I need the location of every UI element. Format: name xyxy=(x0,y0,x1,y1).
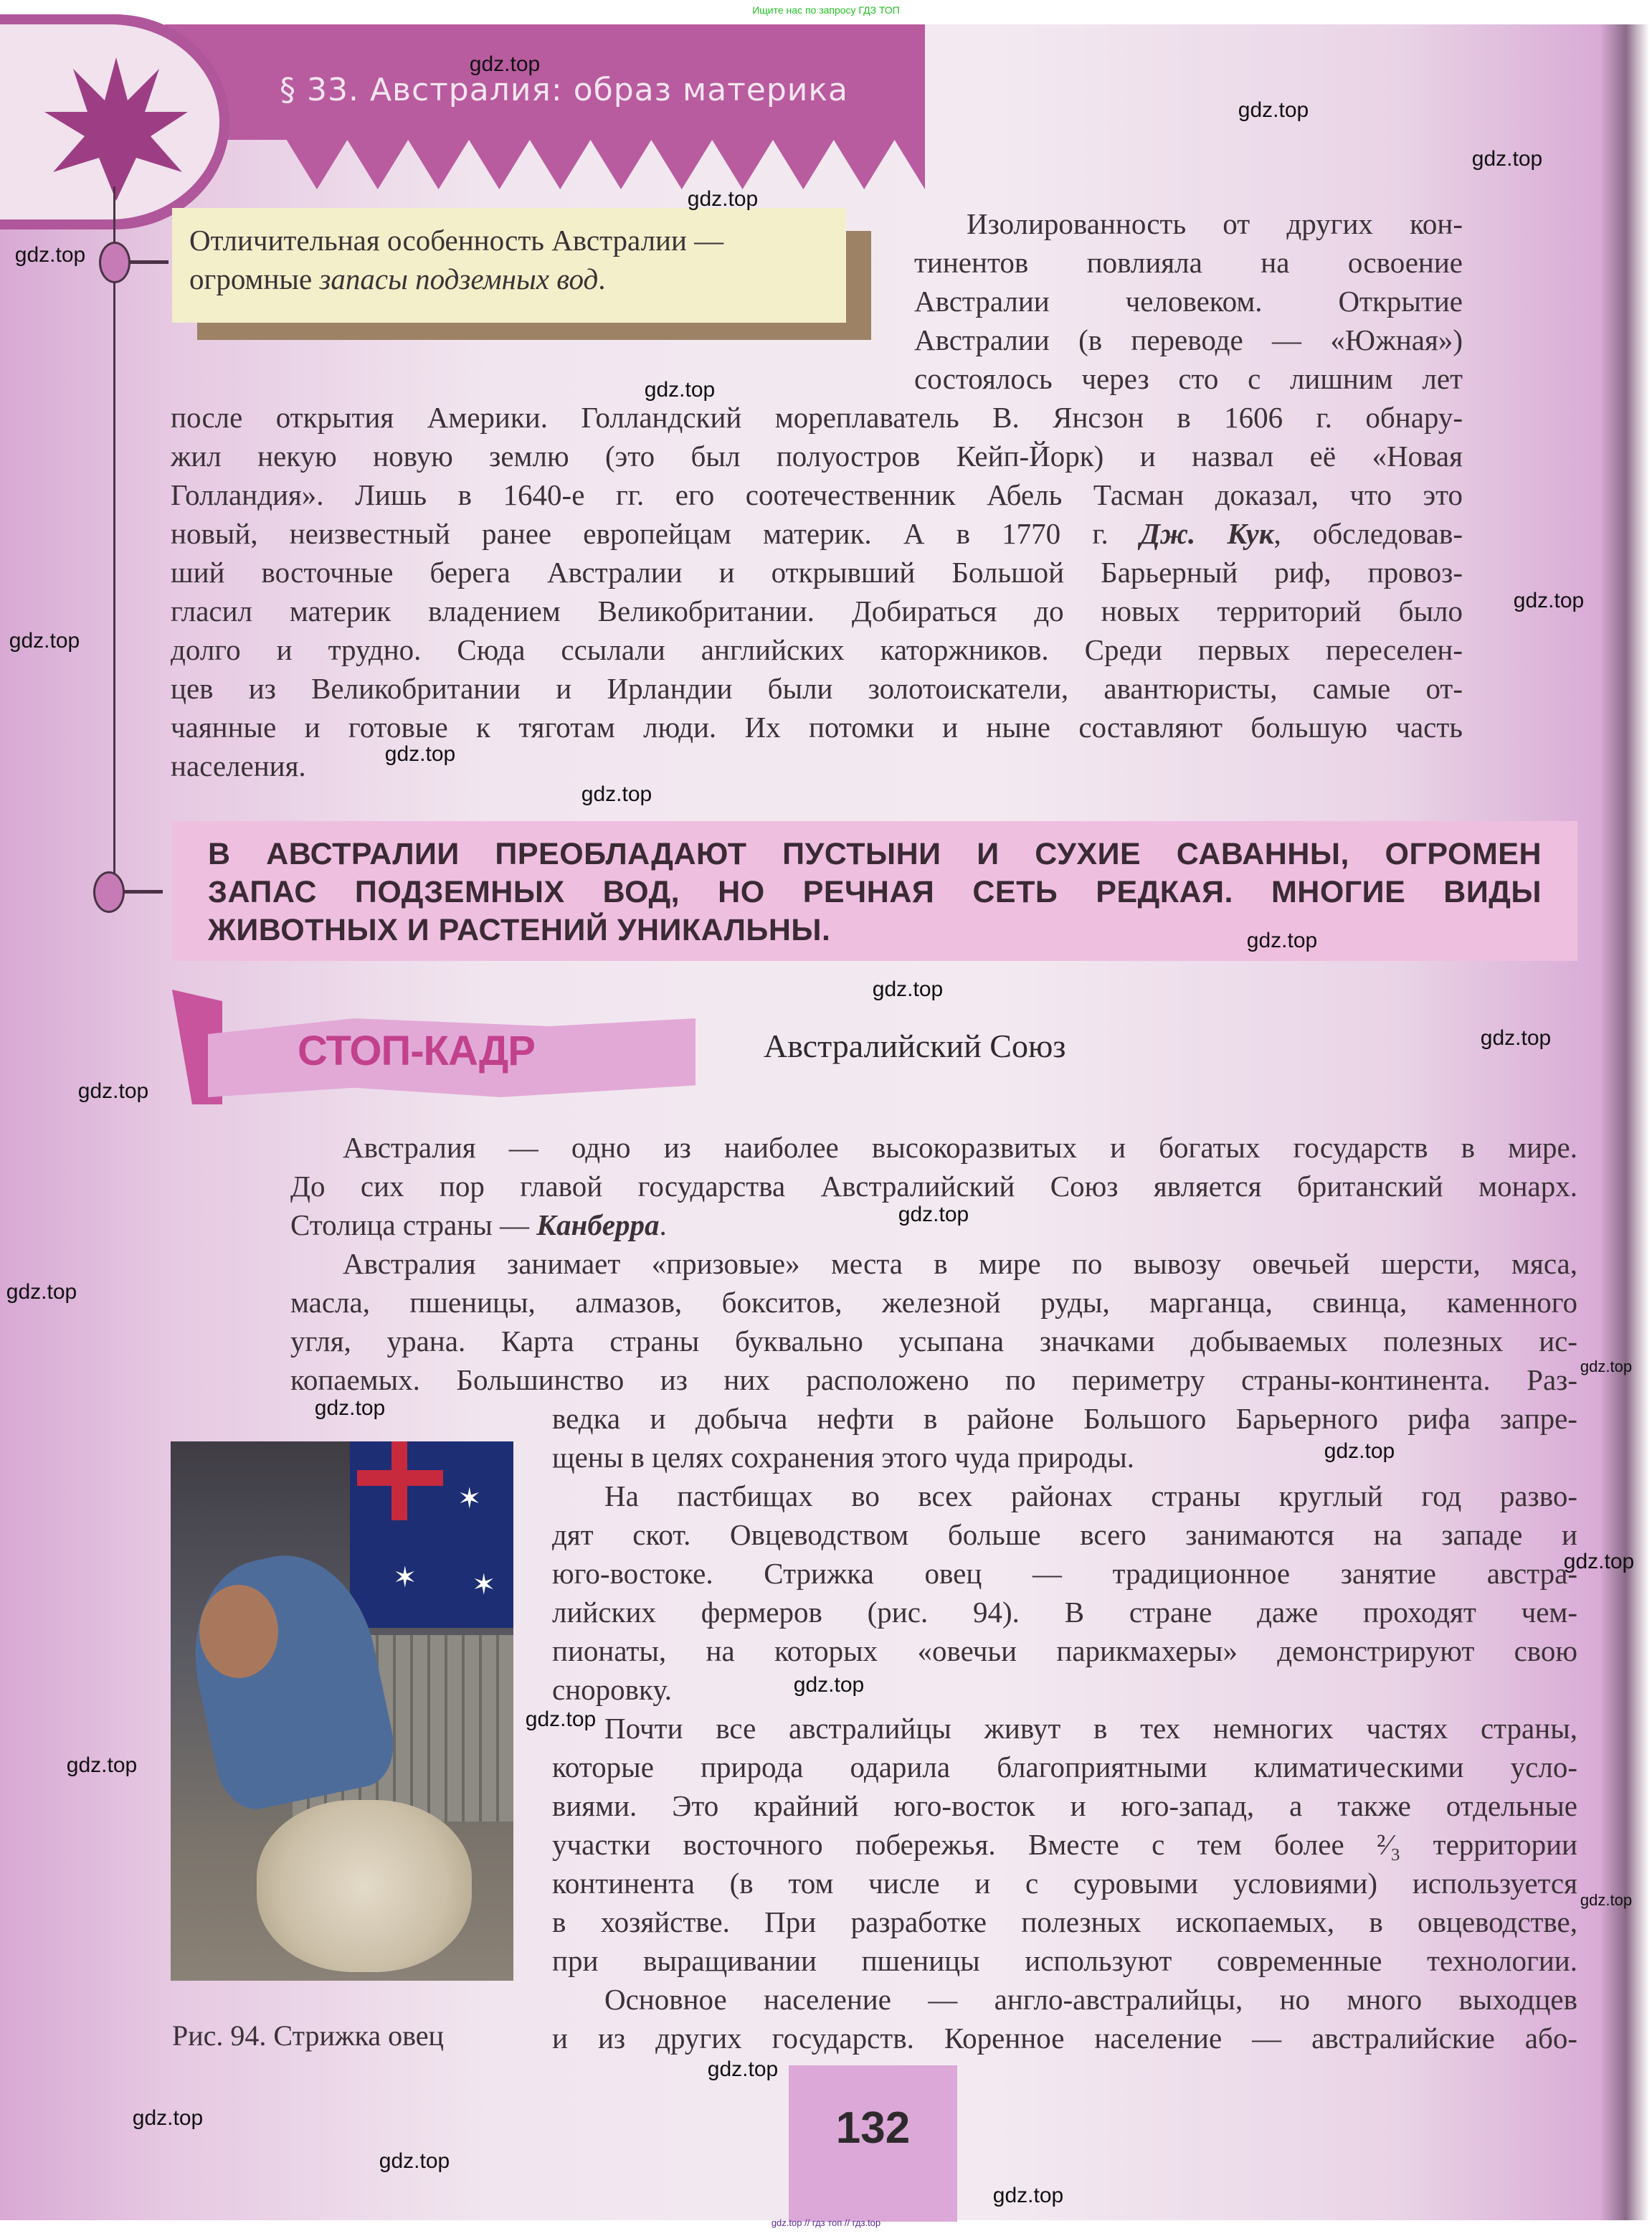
text-line: после открытия Америки. Голландский мореплаватель В. Янсзон в 1606 г. обнару- xyxy=(171,401,1463,434)
emphasis-text: Дж. Кук xyxy=(1139,517,1274,550)
country-paragraph-wide xyxy=(290,1128,1577,1399)
text-line: угля, урана. Карта страны буквально усыпана значками добываемых полезных ис- xyxy=(290,1325,1577,1358)
timeline-dot-icon xyxy=(99,242,130,283)
text-line: ЗАПАС ПОДЗЕМНЫХ ВОД, НО РЕЧНАЯ СЕТЬ РЕДКАЯ. МНОГИЕ ВИДЫ xyxy=(208,875,1542,909)
watermark: gdz.top xyxy=(793,1673,865,1697)
flag-cross xyxy=(391,1441,407,1520)
key-fact-note xyxy=(172,208,846,323)
sheep-figure xyxy=(257,1800,472,1972)
text-line: щены в целях сохранения этого чуда природы. xyxy=(552,1441,1135,1474)
text-segment: Столица страны — xyxy=(290,1208,537,1241)
text-line: дят скот. Овцеводством больше всего занимаются на западе и xyxy=(552,1518,1577,1551)
timeline-connector xyxy=(123,890,163,894)
text-line: континента (в том числе и с суровыми условиями) используется xyxy=(552,1867,1577,1900)
text-line: Изолированность от других кон- xyxy=(967,207,1463,240)
text-segment: новый, неизвестный ранее европейцам материк. А в 1770 г. xyxy=(171,517,1140,550)
text-line: в хозяйстве. При разработке полезных ископаемых, в овцеводстве, xyxy=(552,1905,1577,1938)
watermark: gdz.top xyxy=(132,2106,204,2130)
text-line: масла, пшеницы, алмазов, бокситов, железной руды, марганца, свинца, каменного xyxy=(290,1286,1577,1319)
watermark: gdz.top xyxy=(14,243,86,267)
text-line: чаянные и готовые к тяготам люди. Их потомки и ныне составляют большую часть xyxy=(171,711,1463,744)
watermark: gdz.top xyxy=(1480,1026,1552,1050)
watermark: gdz.top xyxy=(66,1753,138,1777)
figure-caption: Рис. 94. Стрижка овец xyxy=(172,2019,444,2052)
timeline-dot-icon xyxy=(93,871,125,913)
watermark: gdz.top xyxy=(707,2057,779,2081)
timeline-line xyxy=(113,186,115,893)
intro-paragraph xyxy=(171,398,1463,785)
watermark: gdz.top xyxy=(379,2149,450,2173)
watermark: gdz.top xyxy=(1324,1439,1395,1463)
watermark: gdz.top xyxy=(644,378,716,402)
watermark: gdz.top xyxy=(581,782,652,806)
text-line: жил некую новую землю (это был полуостров Кейп-Йорк) и назвал её «Новая xyxy=(171,440,1463,473)
text-line: пионаты, на которых «овечьи парикмахеры» демонстрируют свою xyxy=(552,1634,1577,1667)
flag-star-icon: ✶ xyxy=(457,1482,482,1515)
text-line: лийских фермеров (рис. 94). В стране даже проходят чем- xyxy=(552,1596,1577,1629)
watermark: gdz.top xyxy=(314,1396,386,1420)
watermark: gdz.top xyxy=(1580,1891,1633,1909)
flag-star-icon: ✶ xyxy=(393,1561,417,1593)
watermark: gdz.top xyxy=(1246,929,1318,952)
text-line: Австралия — одно из наиболее высокоразвитых и богатых государств в мире. xyxy=(343,1131,1577,1164)
text-line: гласил материк владением Великобритании. Добираться до новых территорий было xyxy=(171,594,1463,627)
text-segment: , обследовав- xyxy=(1273,517,1463,550)
timeline-connector xyxy=(129,260,168,264)
note-text: Отличительная особенность Австралии — огромные xyxy=(189,224,724,295)
watermark: gdz.top xyxy=(384,742,456,766)
page-title: § 33. Австралия: образ материка xyxy=(280,72,848,108)
stop-frame-badge xyxy=(172,990,731,1104)
emphasis-text: Канберра xyxy=(536,1208,660,1241)
text-line: тинентов повлияла на освоение xyxy=(914,246,1463,279)
text-line: В АВСТРАЛИИ ПРЕОБЛАДАЮТ ПУСТЫНИ И СУХИЕ САВАННЫ, ОГРОМЕН xyxy=(208,837,1542,871)
summary-text xyxy=(208,835,1542,949)
text-line: участки восточного побережья. Вместе с тем более ²⁄₃ территории xyxy=(552,1828,1577,1861)
note-text-end: . xyxy=(598,262,606,295)
country-paragraph-narrow xyxy=(552,1399,1577,2057)
text-line: состоялось через сто с лишним лет xyxy=(914,362,1463,395)
watermark: gdz.top xyxy=(687,187,759,211)
sheep-shearing-photo xyxy=(171,1441,513,1981)
text-line: населения. xyxy=(171,749,306,782)
text-line: Голландия». Лишь в 1640-е гг. его соотечественник Абель Тасман доказал, что это xyxy=(171,478,1463,511)
note-emphasis: запасы подземных вод xyxy=(319,262,599,295)
watermark: gdz.top xyxy=(9,629,80,653)
top-promo-text: Ищите нас по запросу ГДЗ ТОП xyxy=(752,4,900,16)
summary-banner xyxy=(172,821,1577,961)
watermark: gdz.top xyxy=(1513,589,1585,612)
watermark: gdz.top xyxy=(992,2184,1064,2207)
text-line xyxy=(171,514,1463,553)
text-line: Австралия занимает «призовые» места в мире по вывозу овечьей шерсти, мяса, xyxy=(343,1247,1577,1280)
stop-frame-label: СТОП-КАДР xyxy=(298,1028,535,1074)
watermark: gdz.top xyxy=(872,977,944,1001)
text-line: До сих пор главой государства Австралийский Союз является британский монарх. xyxy=(290,1170,1577,1203)
text-line: долго и трудно. Сюда ссылали английских каторжников. Среди первых переселен- xyxy=(171,633,1463,666)
watermark: gdz.top xyxy=(469,52,541,76)
text-line: сноровку. xyxy=(552,1673,672,1706)
text-line: при выращивании пшеницы используют современные технологии. xyxy=(552,1944,1577,1977)
watermark: gdz.top xyxy=(1563,1550,1635,1573)
page-number: 132 xyxy=(835,2103,911,2153)
watermark: gdz.top xyxy=(525,1707,597,1731)
text-line: Почти все австралийцы живут в тех немногих частях страны, xyxy=(604,1712,1577,1745)
text-line: которые природа одарила благоприятными климатическими усло- xyxy=(552,1751,1577,1783)
text-line: ший восточные берега Австралии и открывший Большой Барьерный риф, провоз- xyxy=(171,556,1463,589)
australian-flag xyxy=(350,1441,513,1628)
text-line: Основное население — англо-австралийцы, но много выходцев xyxy=(604,1983,1577,2016)
text-line: виями. Это крайний юго-восток и юго-запад, а также отдельные xyxy=(552,1789,1577,1822)
bottom-promo-text: gdz.top // гдз топ // гдз.top xyxy=(771,2217,881,2228)
text-line: цев из Великобритании и Ирландии были золотоискатели, авантюристы, самые от- xyxy=(171,672,1463,705)
watermark: gdz.top xyxy=(1471,147,1543,171)
flag-star-icon: ✶ xyxy=(472,1568,496,1601)
text-line: ЖИВОТНЫХ И РАСТЕНИЙ УНИКАЛЬНЫ. xyxy=(208,913,831,947)
text-line: Австралии (в переводе — «Южная») xyxy=(914,323,1463,356)
watermark: gdz.top xyxy=(898,1203,969,1226)
text-line: На пастбищах во всех районах страны круглый год разво- xyxy=(604,1479,1577,1512)
watermark: gdz.top xyxy=(6,1280,77,1304)
text-line: и из других государств. Коренное население — австралийские або- xyxy=(552,2022,1577,2055)
text-line: копаемых. Большинство из них расположено по периметру страны-континента. Раз- xyxy=(290,1363,1577,1396)
watermark: gdz.top xyxy=(77,1079,149,1103)
text-line: Австралии человеком. Открытие xyxy=(914,285,1463,318)
watermark: gdz.top xyxy=(1580,1358,1633,1375)
shearer-head xyxy=(199,1585,278,1678)
text-segment: . xyxy=(659,1208,667,1241)
section-heading: Австралийский Союз xyxy=(764,1028,1066,1064)
text-line: ведка и добыча нефти в районе Большого Барьерного рифа запре- xyxy=(552,1402,1577,1435)
intro-right-paragraph xyxy=(914,204,1463,398)
text-line: юго-востоке. Стрижка овец — традиционное занятие австра- xyxy=(552,1557,1577,1590)
watermark: gdz.top xyxy=(1238,98,1309,122)
